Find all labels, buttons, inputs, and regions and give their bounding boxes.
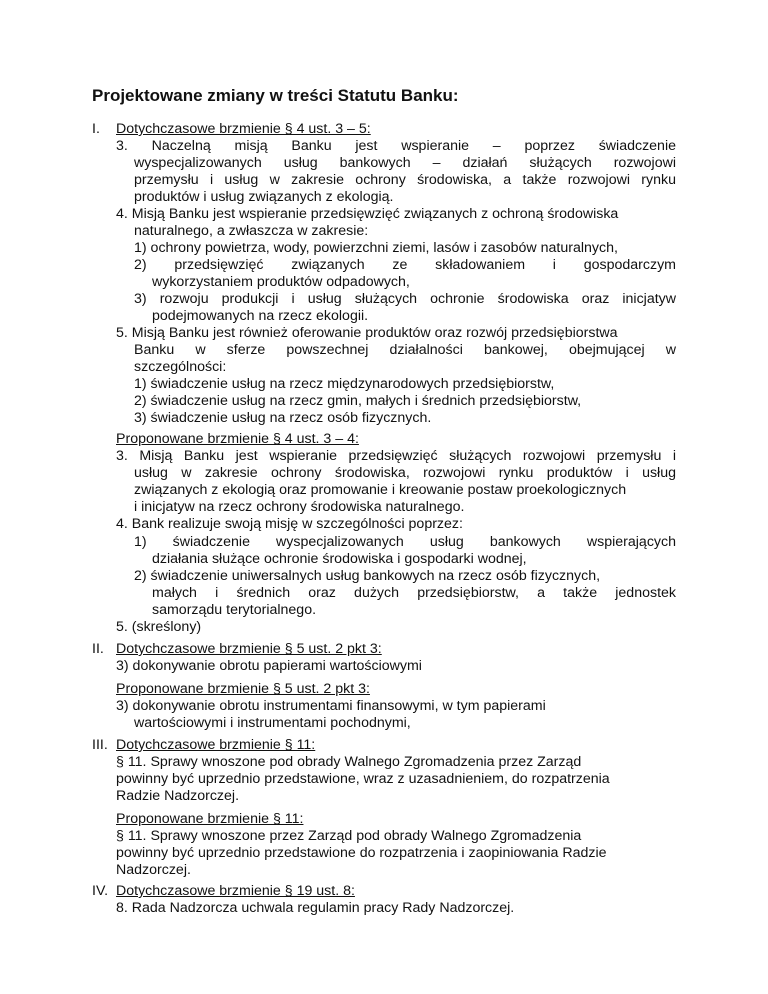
section-current-heading: Dotychczasowe brzmienie § 4 ust. 3 – 5: [116,121,371,137]
text-line: działania służące ochronie środowiska i gospodarki wodnej, [152,551,527,567]
text-line: 2) przedsięwzięć związanych ze składowaniem i gospodarczym [134,257,676,273]
section-current-heading: Dotychczasowe brzmienie § 5 ust. 2 pkt 3: [116,641,382,657]
section-proposed-heading: Proponowane brzmienie § 4 ust. 3 – 4: [116,431,359,447]
text-line: Banku w sferze powszechnej działalności bankowej, obejmującej w [134,342,676,358]
text-line: powinny być uprzednio przedstawione, wraz z uzasadnieniem, do rozpatrzenia [116,771,610,787]
text-line: naturalnego, a zwłaszcza w zakresie: [134,223,369,239]
text-line: wykorzystaniem produktów odpadowych, [152,274,410,290]
text-line: 3. Misją Banku jest wspieranie przedsięwzięć służących rozwojowi przemysłu i [116,448,676,464]
text-line: § 11. Sprawy wnoszone pod obrady Walnego Zgromadzenia przez Zarząd [116,754,582,770]
section-proposed-heading: Proponowane brzmienie § 11: [116,811,304,827]
text-line: 3) dokonywanie obrotu instrumentami finansowymi, w tym papierami [116,698,546,714]
section-current-heading: Dotychczasowe brzmienie § 11: [116,737,316,753]
text-line: 5. Misją Banku jest również oferowanie produktów oraz rozwój przedsiębiorstwa [116,325,618,341]
text-line: i inicjatyw na rzecz ochrony środowiska naturalnego. [134,499,465,515]
section-proposed-heading: Proponowane brzmienie § 5 ust. 2 pkt 3: [116,681,370,697]
text-line: 3) świadczenie usług na rzecz osób fizycznych. [134,410,432,426]
section-number: IV. [92,883,109,899]
text-line: szczególności: [134,359,227,375]
text-line: Radzie Nadzorczej. [116,788,240,804]
text-line: samorządu terytorialnego. [152,602,317,618]
text-line: małych i średnich oraz dużych przedsiębiorstw, a także jednostek [152,585,676,601]
text-line: 8. Rada Nadzorcza uchwala regulamin pracy Rady Nadzorczej. [116,900,515,916]
text-line: 4. Misją Banku jest wspieranie przedsięwzięć związanych z ochroną środowiska [116,206,619,222]
text-line: 3. Naczelną misją Banku jest wspieranie – poprzez świadczenie [116,138,676,154]
text-line: Nadzorczej. [116,862,191,878]
text-line: 1) świadczenie usług na rzecz międzynarodowych przedsiębiorstw, [134,376,555,392]
section-number: I. [92,121,100,137]
text-line: 3) dokonywanie obrotu papierami wartościowymi [116,658,422,674]
text-line: usług w zakresie ochrony środowiska, rozwojowi rynku produktów i usług [134,465,676,481]
text-line: przemysłu i usług w zakresie ochrony środowiska, a także rozwojowi rynku [134,172,676,188]
text-line: wartościowymi i instrumentami pochodnymi, [134,715,411,731]
section-number: III. [92,737,108,753]
text-line: 2) świadczenie usług na rzecz gmin, małych i średnich przedsiębiorstw, [134,393,582,409]
section-current-heading: Dotychczasowe brzmienie § 19 ust. 8: [116,883,355,899]
text-line: wyspecjalizowanych usług bankowych – działań służących rozwojowi [134,155,676,171]
text-line: § 11. Sprawy wnoszone przez Zarząd pod obrady Walnego Zgromadzenia [116,828,582,844]
text-line: 1) ochrony powietrza, wody, powierzchni ziemi, lasów i zasobów naturalnych, [134,240,618,256]
document-title: Projektowane zmiany w treści Statutu Banku: [92,86,459,105]
text-line: 5. (skreślony) [116,619,202,635]
text-line: podejmowanych na rzecz ekologii. [152,308,369,324]
text-line: 4. Bank realizuje swoją misję w szczególności poprzez: [116,516,463,532]
section-number: II. [92,641,104,657]
text-line: 3) rozwoju produkcji i usług służących ochronie środowiska oraz inicjatyw [134,291,676,307]
text-line: 2) świadczenie uniwersalnych usług bankowych na rzecz osób fizycznych, [134,568,601,584]
text-line: powinny być uprzednio przedstawione do rozpatrzenia i zaopiniowania Radzie [116,845,607,861]
text-line: związanych z ekologią oraz promowanie i kreowanie postaw proekologicznych [134,482,627,498]
text-line: 1) świadczenie wyspecjalizowanych usług bankowych wspierających [134,534,676,550]
text-line: produktów i usług związanych z ekologią. [134,189,394,205]
